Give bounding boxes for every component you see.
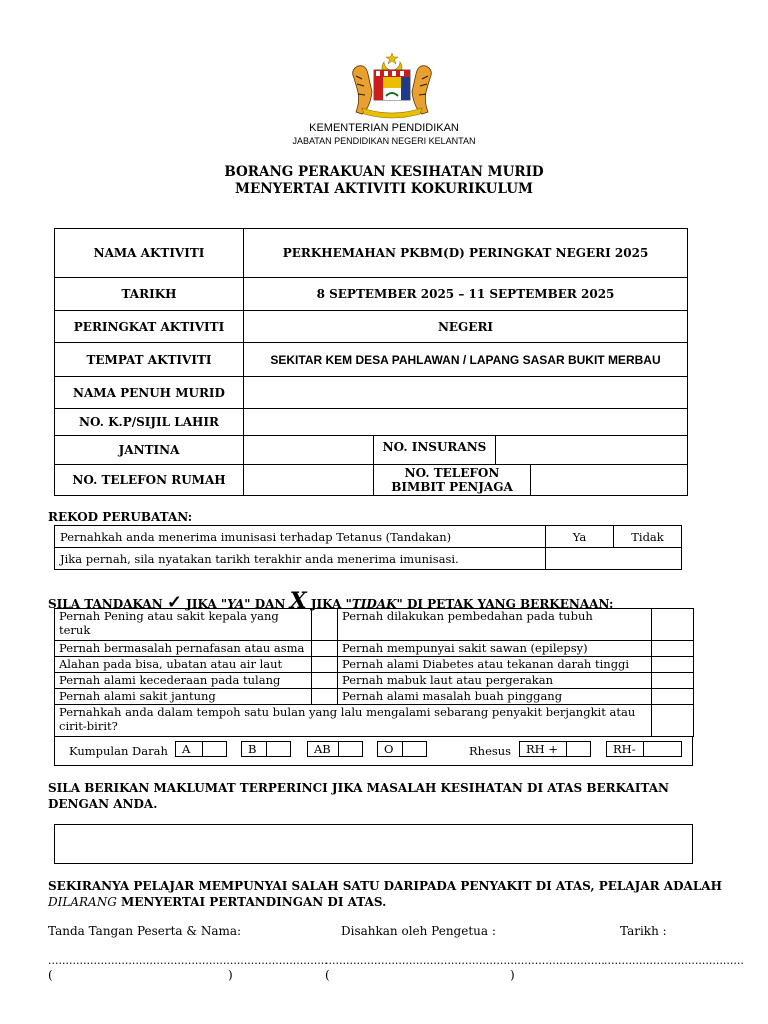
blood-ab-option[interactable] [307, 741, 363, 757]
tempat-label: TEMPAT AKTIVITI [55, 343, 244, 377]
instruction-text-4: JIKA " [310, 597, 352, 611]
blood-o-label: O [384, 742, 394, 756]
blood-group-label: Kumpulan Darah [69, 744, 168, 758]
checklist-item-diabetes: Pernah alami Diabetes atau tekanan darah tinggi [338, 657, 652, 673]
checkbox-sawan[interactable] [652, 641, 694, 657]
checklist-item-alahan: Alahan pada bisa, ubatan atau air laut [55, 657, 312, 673]
checkbox-pening[interactable] [312, 609, 338, 641]
peserta-name-open-paren: ( [48, 968, 53, 982]
checklist-item-tulang: Pernah alami kecederaan pada tulang [55, 673, 312, 689]
warning-line2: MENYERTAI PERTANDINGAN DI ATAS. [120, 895, 387, 909]
checklist-item-jantung: Pernah alami sakit jantung [55, 689, 312, 705]
tempat-value: SEKITAR KEM DESA PAHLAWAN / LAPANG SASAR BUKIT MERBAU [244, 343, 688, 377]
rhesus-positive-option[interactable] [519, 741, 591, 757]
rhesus-positive-label: RH + [526, 742, 558, 756]
medical-record-table [54, 525, 682, 570]
instruction-text-3: " DAN [244, 597, 286, 611]
activity-details-table [54, 228, 688, 496]
ministry-name: KEMENTERIAN PENDIDIKAN [309, 122, 459, 134]
nama-aktiviti-value: PERKHEMAHAN PKBM(D) PERINGKAT NEGERI 2025 [244, 229, 688, 278]
checkbox-berjangkit[interactable] [652, 705, 694, 737]
blood-o-option[interactable] [377, 741, 427, 757]
signature-pengetua-line[interactable]: ................................................................................ [325, 954, 605, 967]
telefon-bimbit-field[interactable] [531, 465, 688, 496]
insurans-label: NO. INSURANS [374, 436, 496, 465]
tetanus-tidak-option[interactable]: Tidak [614, 526, 682, 548]
checkbox-jantung[interactable] [312, 689, 338, 705]
checklist-item-berjangkit: Pernahkah anda dalam tempoh satu bulan yang lalu mengalami sebarang penyakit berjangkit atau cirit-birit? [55, 705, 652, 737]
signature-peserta-line[interactable]: ................................................................................ [48, 954, 328, 967]
checkbox-mabuk[interactable] [652, 673, 694, 689]
checklist-item-pening: Pernah Pening atau sakit kepala yang teruk [55, 609, 312, 641]
checkbox-alahan[interactable] [312, 657, 338, 673]
tarikh-value: 8 SEPTEMBER 2025 – 11 SEPTEMBER 2025 [244, 278, 688, 311]
peserta-name-close-paren: ) [228, 968, 233, 982]
form-title-line2: MENYERTAI AKTIVITI KOKURIKULUM [235, 181, 533, 197]
telefon-rumah-field[interactable] [244, 465, 374, 496]
instruction-tidak: TIDAK [351, 597, 397, 611]
rhesus-negative-option[interactable] [606, 741, 682, 757]
signature-pengetua-label: Disahkan oleh Pengetua : [341, 924, 496, 938]
signature-tarikh-label: Tarikh : [620, 924, 667, 938]
instruction-text-1: SILA TANDAKAN [48, 597, 163, 611]
checklist-item-sawan: Pernah mempunyai sakit sawan (epilepsy) [338, 641, 652, 657]
insurans-field[interactable] [496, 436, 688, 465]
nama-penuh-field[interactable] [244, 377, 688, 409]
telefon-rumah-label: NO. TELEFON RUMAH [55, 465, 244, 496]
signature-peserta-label: Tanda Tangan Peserta & Nama: [48, 924, 242, 938]
rhesus-label: Rhesus [469, 744, 512, 758]
checklist-item-buah-pinggang: Pernah alami masalah buah pinggang [338, 689, 652, 705]
kp-field[interactable] [244, 409, 688, 436]
tetanus-ya-option[interactable]: Ya [546, 526, 614, 548]
check-mark-icon: ✓ [166, 592, 182, 613]
checkbox-tulang[interactable] [312, 673, 338, 689]
tarikh-label: TARIKH [55, 278, 244, 311]
blood-group-row [54, 736, 693, 766]
warning-line1: SEKIRANYA PELAJAR MEMPUNYAI SALAH SATU DARIPADA PENYAKIT DI ATAS, PELAJAR ADALAH [48, 879, 722, 893]
details-request-text: SILA BERIKAN MAKLUMAT TERPERINCI JIKA MASALAH KESIHATAN DI ATAS BERKAITAN DENGAN ANDA. [48, 781, 670, 811]
coat-of-arms-emblem [344, 52, 440, 120]
warning-dilarang: DILARANG [48, 895, 117, 909]
checkbox-asma[interactable] [312, 641, 338, 657]
jantina-field[interactable] [244, 436, 374, 465]
medical-record-heading: REKOD PERUBATAN: [48, 510, 193, 524]
instruction-ya: YA [227, 597, 245, 611]
blood-b-label: B [248, 742, 257, 756]
checklist-item-pembedahan: Pernah dilakukan pembedahan pada tubuh [338, 609, 652, 641]
telefon-bimbit-label: NO. TELEFON BIMBIT PENJAGA [374, 465, 531, 496]
rhesus-negative-label: RH- [613, 742, 636, 756]
form-title-line1: BORANG PERAKUAN KESIHATAN MURID [224, 164, 544, 180]
immunisation-date-question: Jika pernah, sila nyatakan tarikh terakhir anda menerima imunisasi. [55, 548, 546, 570]
instruction-text-5: " DI PETAK YANG BERKENAAN: [396, 597, 614, 611]
checklist-item-mabuk: Pernah mabuk laut atau pergerakan [338, 673, 652, 689]
cross-mark-icon: X [289, 588, 307, 614]
signature-tarikh-line[interactable]: ........................................ [604, 954, 744, 967]
checkbox-diabetes[interactable] [652, 657, 694, 673]
pengetua-name-open-paren: ( [325, 968, 330, 982]
warning-text [48, 878, 728, 910]
checklist-item-asma: Pernah bermasalah pernafasan atau asma [55, 641, 312, 657]
kp-label: NO. K.P/SIJIL LAHIR [55, 409, 244, 436]
health-checklist-table [54, 608, 694, 737]
blood-a-option[interactable] [175, 741, 227, 757]
peringkat-label: PERINGKAT AKTIVITI [55, 311, 244, 343]
health-details-field[interactable] [54, 824, 693, 864]
checkbox-pembedahan[interactable] [652, 609, 694, 641]
jantina-label: JANTINA [55, 436, 244, 465]
department-name: JABATAN PENDIDIKAN NEGERI KELANTAN [292, 136, 476, 146]
peringkat-value: NEGERI [244, 311, 688, 343]
checkbox-buah-pinggang[interactable] [652, 689, 694, 705]
immunisation-date-field[interactable] [546, 548, 682, 570]
blood-ab-label: AB [314, 742, 331, 756]
nama-penuh-label: NAMA PENUH MURID [55, 377, 244, 409]
nama-aktiviti-label: NAMA AKTIVITI [55, 229, 244, 278]
tetanus-question: Pernahkah anda menerima imunisasi terhadap Tetanus (Tandakan) [55, 526, 546, 548]
pengetua-name-close-paren: ) [510, 968, 515, 982]
instruction-text-2: JIKA " [186, 597, 228, 611]
blood-a-label: A [182, 742, 191, 756]
blood-b-option[interactable] [241, 741, 291, 757]
